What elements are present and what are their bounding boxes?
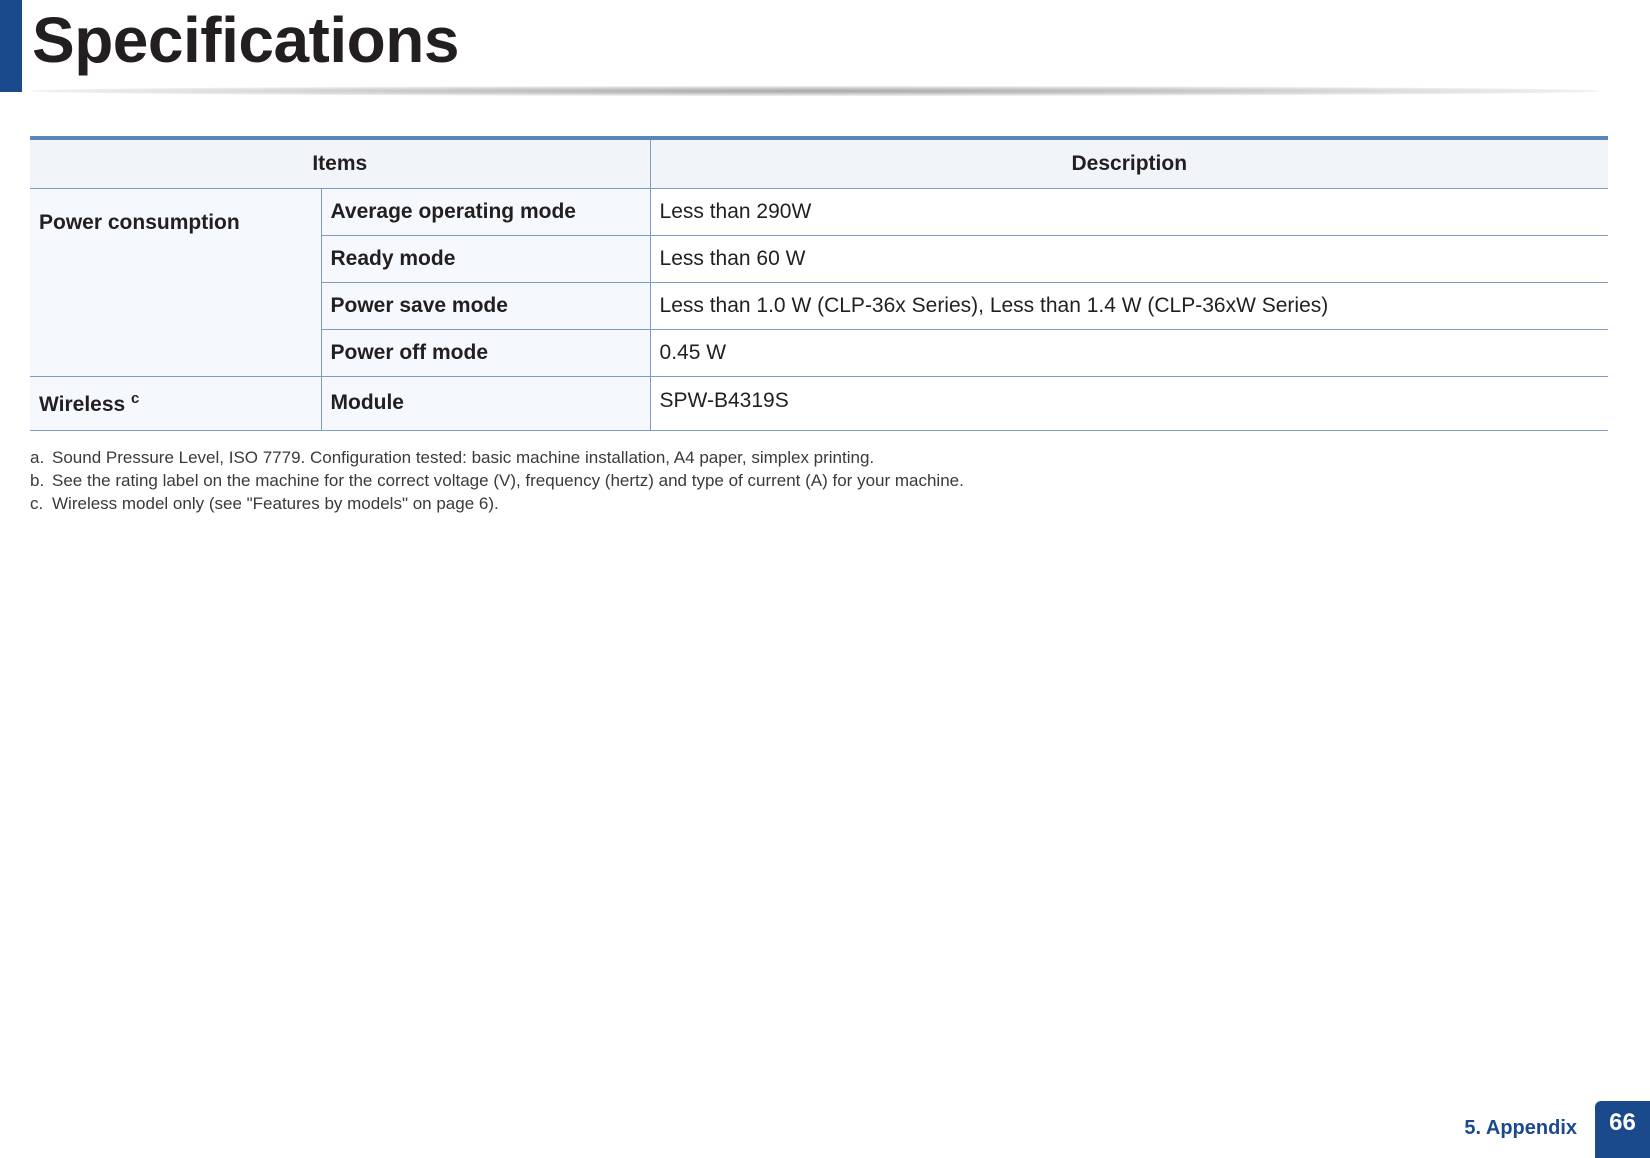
column-header-description: Description	[650, 138, 1608, 188]
footnotes	[30, 446, 964, 515]
mode-label: Average operating mode	[321, 188, 650, 235]
footnote-mark: b.	[30, 471, 45, 490]
mode-value: SPW-B4319S	[650, 376, 1608, 430]
category-wireless	[30, 376, 321, 430]
footnote-b	[30, 469, 964, 492]
table-row	[30, 376, 1608, 430]
page-number: 66	[1609, 1109, 1636, 1136]
mode-label: Module	[321, 376, 650, 430]
category-power-consumption: Power consumption	[30, 188, 321, 376]
footnote-text: See the rating label on the machine for the correct voltage (V), frequency (hertz) and type of current (A) for your machine.	[52, 471, 964, 490]
title-divider	[30, 86, 1600, 96]
page-number-badge	[1595, 1101, 1650, 1158]
footnote-a	[30, 446, 964, 469]
page-title: Specifications	[32, 4, 459, 76]
footnote-mark: a.	[30, 448, 45, 467]
specifications-table	[30, 136, 1608, 431]
mode-label: Ready mode	[321, 235, 650, 282]
mode-value: Less than 60 W	[650, 235, 1608, 282]
footnote-reference[interactable]: c	[131, 389, 140, 407]
table-header-row	[30, 138, 1608, 188]
footnote-text[interactable]: Wireless model only (see "Features by models" on page 6).	[52, 494, 499, 513]
column-header-items: Items	[30, 138, 650, 188]
footnote-text: Sound Pressure Level, ISO 7779. Configuration tested: basic machine installation, A4 paper, simplex printing.	[52, 448, 875, 467]
table-row	[30, 188, 1608, 235]
footer-section-label[interactable]: 5. Appendix	[1464, 1117, 1577, 1139]
footnote-c	[30, 492, 964, 515]
mode-value: Less than 290W	[650, 188, 1608, 235]
footnote-mark: c.	[30, 494, 44, 513]
mode-value: Less than 1.0 W (CLP-36x Series), Less than 1.4 W (CLP-36xW Series)	[650, 282, 1608, 329]
title-accent-bar	[0, 0, 22, 92]
category-wireless-label: Wireless	[39, 392, 126, 416]
mode-label: Power save mode	[321, 282, 650, 329]
mode-label: Power off mode	[321, 329, 650, 376]
mode-value: 0.45 W	[650, 329, 1608, 376]
